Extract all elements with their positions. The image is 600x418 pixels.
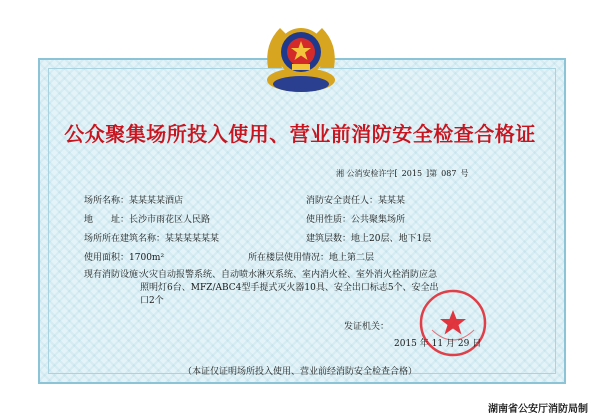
venue-name-row bbox=[84, 193, 183, 206]
floor-use-value: 地上第二层 bbox=[329, 253, 375, 263]
address-value: 长沙市雨花区人民路 bbox=[129, 215, 211, 225]
issuing-authority-footer: 湖南省公安厅消防局制 bbox=[488, 404, 588, 415]
permit-number bbox=[336, 168, 468, 179]
building-row bbox=[84, 231, 219, 244]
permit-middle: ]第 bbox=[426, 169, 438, 178]
floors-label: 建筑层数： bbox=[306, 234, 352, 244]
area-label: 使用面积： bbox=[84, 253, 130, 263]
issue-year: 2015 bbox=[394, 339, 417, 349]
floor-use-label: 所在楼层使用情况： bbox=[248, 253, 330, 263]
safety-officer-row bbox=[306, 193, 405, 206]
usage-label: 使用性质： bbox=[306, 215, 352, 225]
issue-date bbox=[394, 336, 481, 349]
floors-value: 地上20层、地下1层 bbox=[351, 234, 432, 244]
building-label: 场所所在建筑名称： bbox=[84, 234, 166, 244]
facilities-value: 火灾自动报警系统、自动喷水淋灭系统、室内消火栓、室外消火栓消防应急照明灯6台、MFZ/ABC4型手提式灭火器10具、安全出口标志5个、安全出口2个 bbox=[140, 270, 439, 306]
issuer-label: 发证机关： bbox=[344, 322, 390, 332]
area-row bbox=[84, 250, 164, 263]
police-emblem-icon bbox=[258, 14, 344, 100]
address-row bbox=[84, 212, 210, 225]
certificate-note: （本证仅证明场所投入使用、营业前经消防安全检查合格） bbox=[182, 367, 417, 377]
issue-day: 29 bbox=[457, 339, 470, 349]
issue-day-unit: 日 bbox=[472, 339, 482, 349]
issue-month: 11 bbox=[431, 339, 444, 349]
certificate-title: 公众聚集场所投入使用、营业前消防安全检查合格证 bbox=[64, 122, 536, 146]
permit-sequence: 087 bbox=[441, 169, 457, 178]
building-value: 某某某某某某 bbox=[165, 234, 220, 244]
facilities-label: 现有消防设施： bbox=[84, 270, 148, 280]
venue-name-value: 某某某某酒店 bbox=[129, 196, 184, 206]
usage-value: 公共聚集场所 bbox=[351, 215, 406, 225]
safety-officer-value: 某某某 bbox=[378, 196, 406, 206]
venue-name-label: 场所名称： bbox=[84, 196, 130, 206]
floors-row bbox=[306, 231, 431, 244]
permit-year: 2015 bbox=[401, 169, 423, 178]
safety-officer-label: 消防安全责任人： bbox=[306, 196, 379, 206]
address-label: 地 址： bbox=[84, 215, 130, 225]
permit-suffix: 号 bbox=[460, 169, 469, 178]
permit-prefix: 湘 公消安检许字[ bbox=[336, 169, 398, 178]
usage-row bbox=[306, 212, 405, 225]
area-value: 1700m² bbox=[129, 253, 165, 263]
issue-month-unit: 月 bbox=[446, 339, 456, 349]
issue-year-unit: 年 bbox=[419, 339, 429, 349]
floor-use-row bbox=[248, 250, 374, 263]
